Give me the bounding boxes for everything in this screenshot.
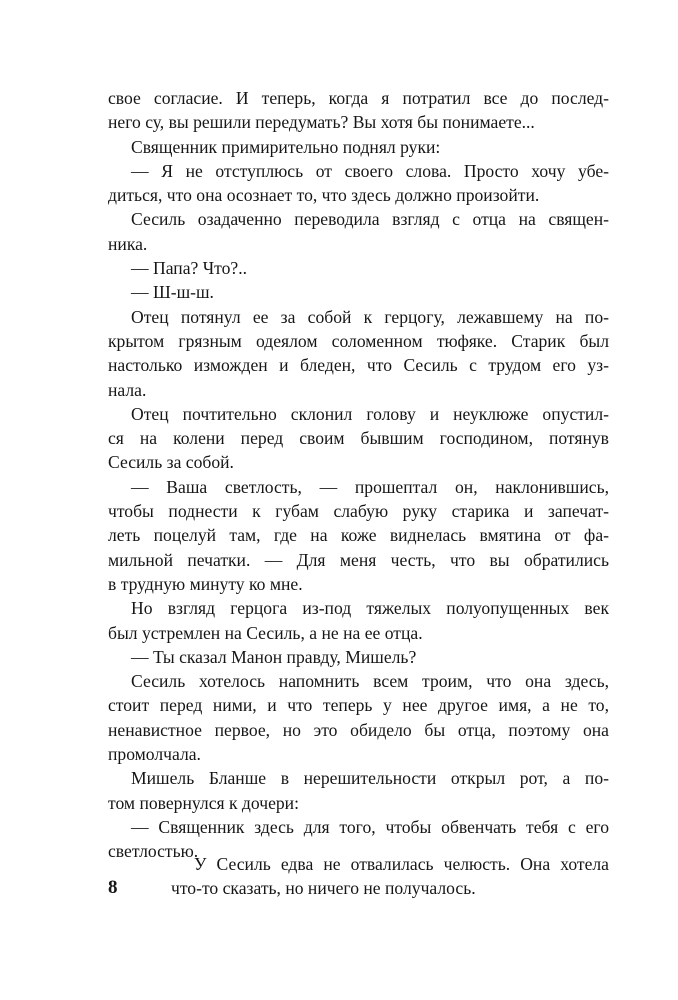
text-line: Сесиль озадаченно переводила взгляд с отца на священ- (131, 209, 609, 230)
text-line: Мишель Бланше в нерешительности открыл рот, а по- (131, 768, 609, 789)
text-line: — Священник здесь для того, чтобы обвенчать тебя с его (131, 816, 609, 837)
text-line: ника. (108, 233, 148, 254)
text-line: был устремлен на Сесиль, а не на ее отца. (108, 622, 423, 643)
text-line: стоит перед ними, и что теперь у нее другое имя, а не то, (108, 695, 609, 716)
text-line: — Я не отступлюсь от своего слова. Просто хочу убе- (131, 160, 609, 181)
text-line: настолько изможден и бледен, что Сесиль с трудом его уз- (108, 355, 609, 376)
text-line: Священник примирительно поднял руки: (131, 136, 441, 157)
text-line: Сесиль за собой. (108, 452, 234, 473)
text-line: — Ваша светлость, — прошептал он, наклонившись, (131, 476, 609, 497)
text-line: — Ты сказал Манон правду, Мишель? (131, 646, 417, 667)
text-line: ся на колени перед своим бывшим господином, потянув (108, 428, 609, 449)
text-line: — Папа? Что?.. (131, 258, 248, 279)
text-line: в трудную минуту ко мне. (108, 573, 303, 594)
body-text (108, 86, 609, 864)
text-line: Отец потянул ее за собой к герцогу, лежавшему на по- (131, 306, 609, 327)
text-line: леть поцелуй там, где на коже виднелась вмятина от фа- (108, 525, 609, 546)
text-line: нала. (108, 379, 147, 400)
text-line: диться, что она осознает то, что здесь должно произойти. (108, 185, 540, 206)
text-line: ненавистное первое, но это обидело бы отца, поэтому она (108, 719, 609, 740)
text-line: него су, вы решили передумать? Вы хотя бы понимаете... (108, 112, 535, 133)
text-line: свое согласие. И теперь, когда я потратил все до послед- (108, 88, 609, 108)
text-line: чтобы поднести к губам слабую руку старика и запечат- (108, 501, 609, 522)
text-line: Сесиль хотелось напомнить всем троим, что она здесь, (131, 671, 609, 692)
text-line: промолчала. (108, 744, 201, 765)
text-line: светлостью. (108, 841, 199, 862)
text-line: У Сесиль едва не отвалилась челюсть. Она хотела (194, 854, 609, 874)
text-line: Но взгляд герцога из-под тяжелых полуопущенных век (131, 598, 609, 619)
text-line: Отец почтительно склонил голову и неуклюже опустил- (131, 403, 609, 424)
text-line: — Ш-ш-ш. (131, 282, 214, 303)
final-paragraph (171, 852, 609, 901)
page-number: 8 (108, 877, 118, 898)
text-line: крытом грязным одеялом соломенном тюфяке. Старик был (108, 330, 609, 351)
text-line: том повернулся к дочери: (108, 792, 299, 813)
text-line: мильной печатки. — Для меня честь, что вы обратились (108, 549, 609, 570)
text-line: что-то сказать, но ничего не получалось. (171, 878, 476, 899)
